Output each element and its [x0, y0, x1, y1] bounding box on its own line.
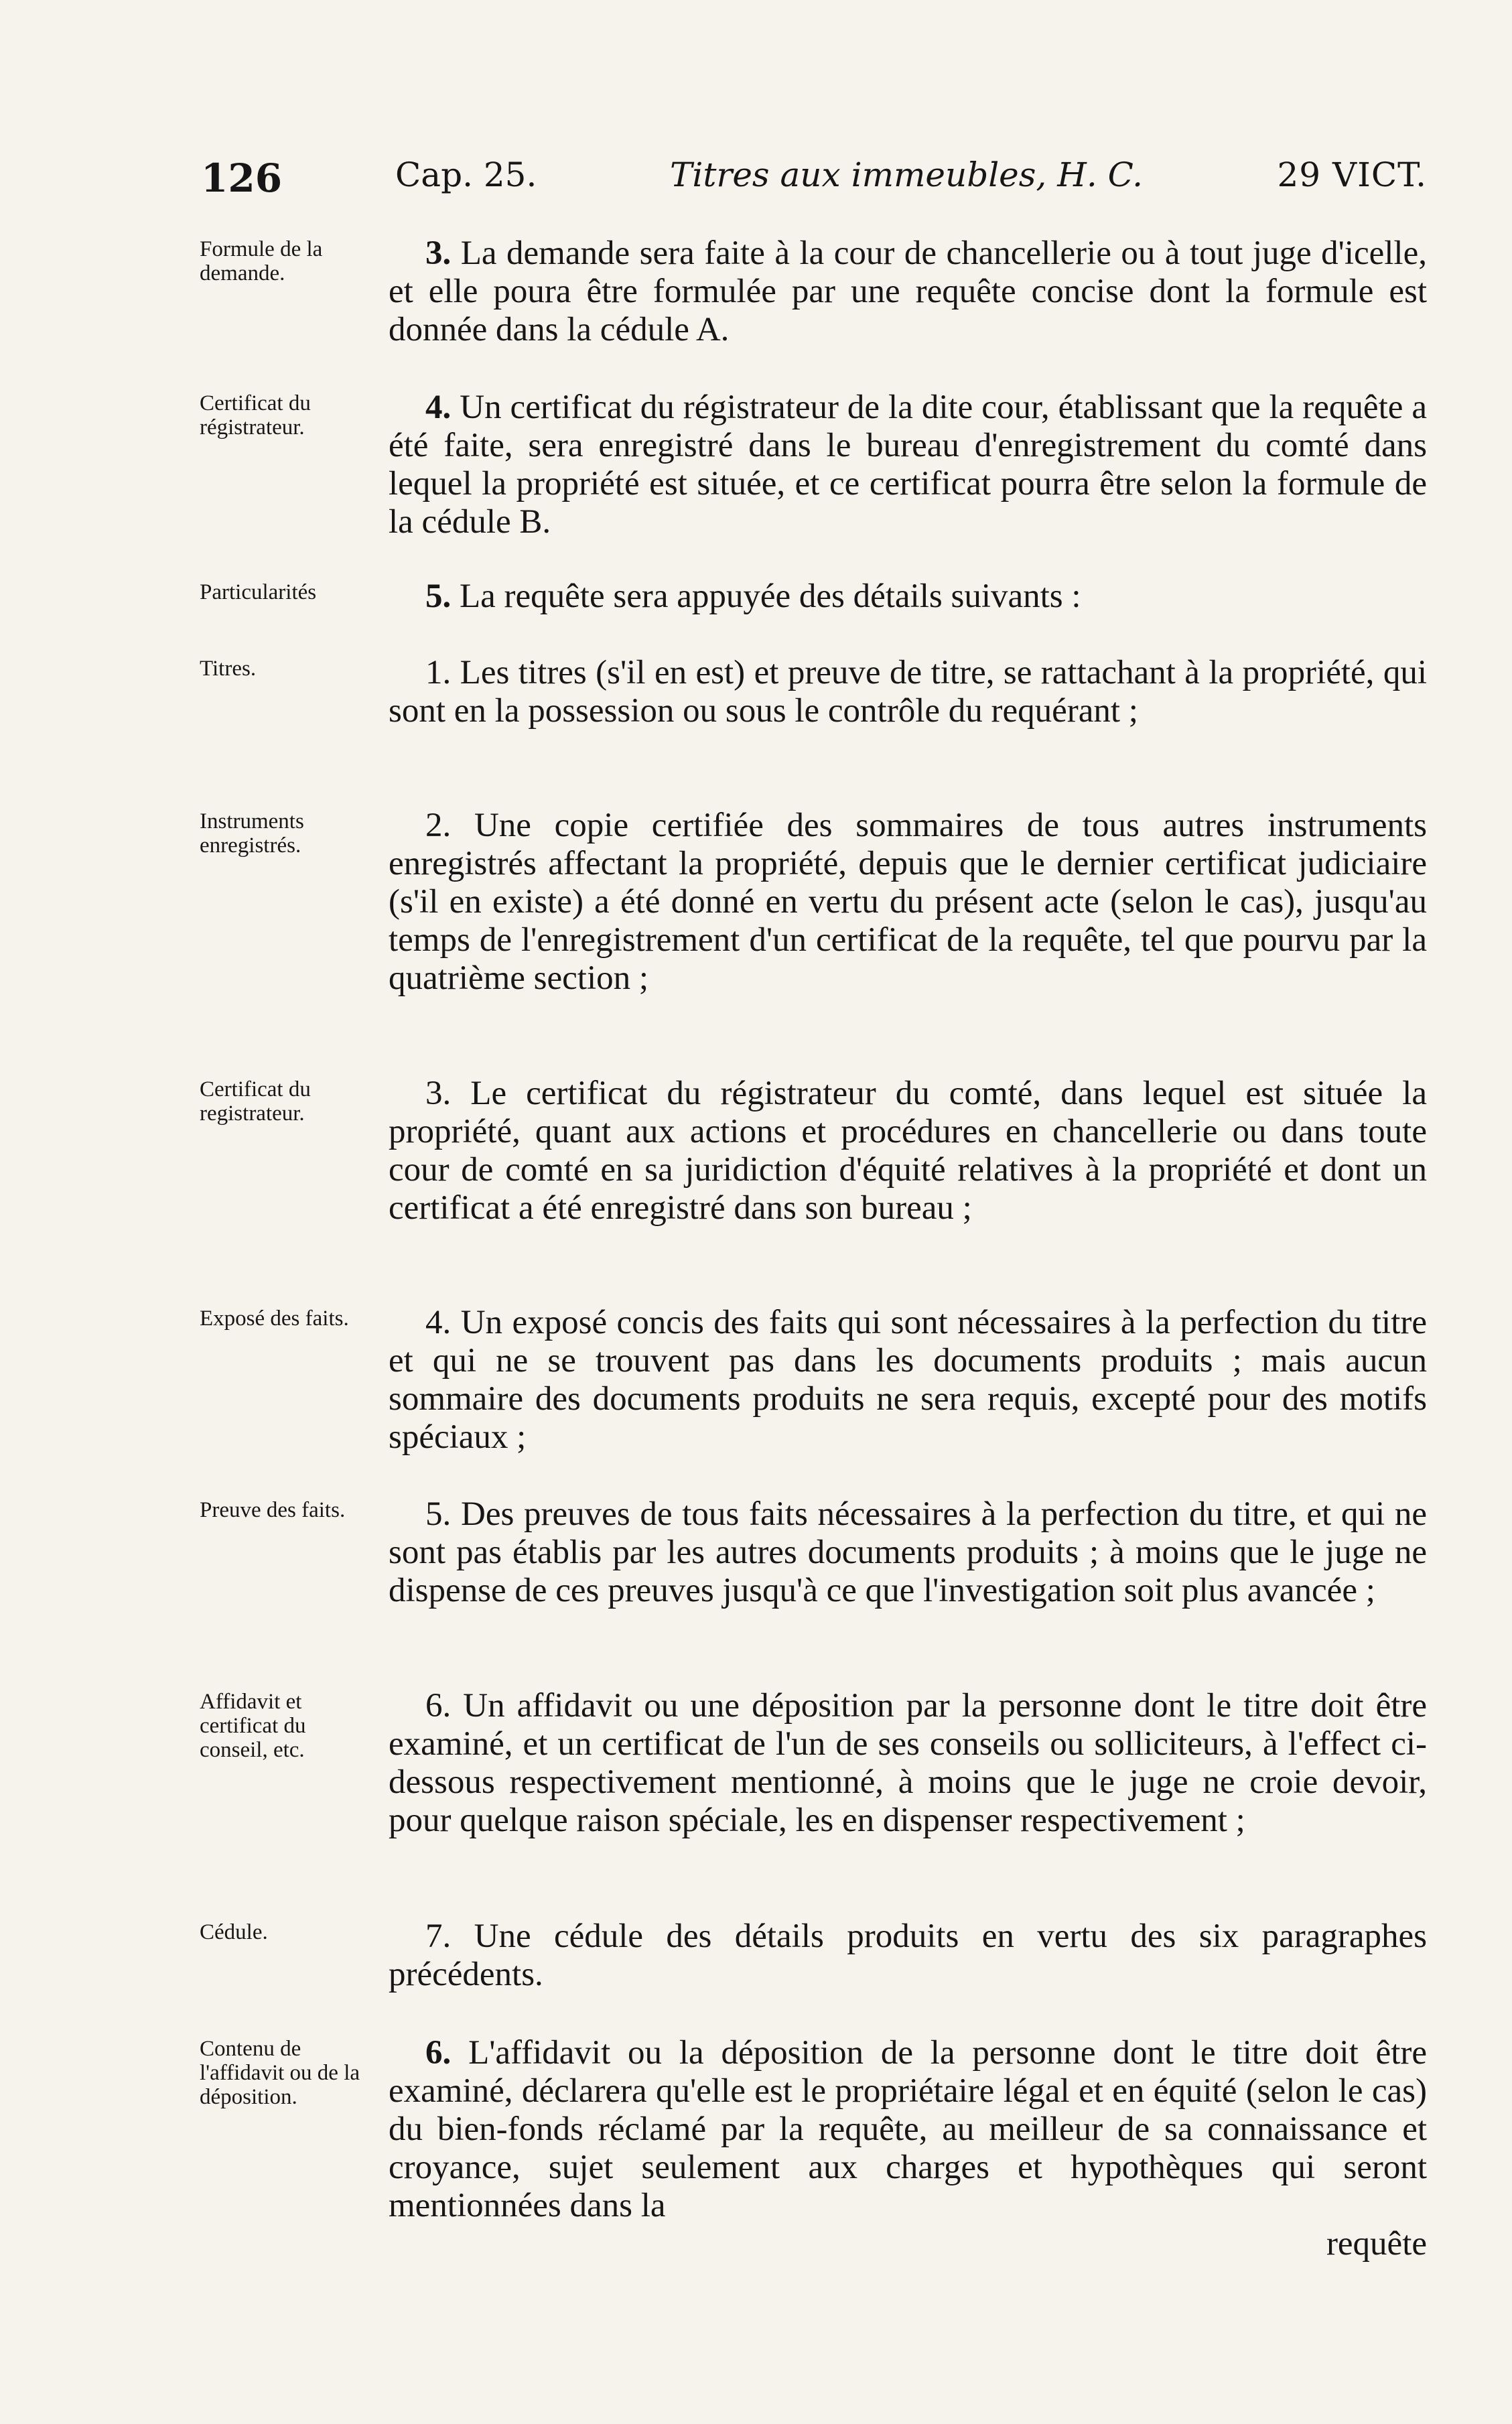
- paragraph-body: Le certificat du régistrateur du comté, dans lequel est située la propriété, quant aux actions et procédures en chancellerie ou dans toute cour de comté en sa juridiction d'équité relatives à la propriété et dont un certificat a été enregistré dans son bureau ;: [389, 1075, 1427, 1227]
- chapter-label: Cap. 25.: [395, 155, 537, 194]
- section-text: [389, 578, 1427, 616]
- section-body: Un certificat du régistrateur de la dite cour, établissant que la requête a été faite, sera enregistré dans le bureau d'enregistrement du comté dans lequel la propriété est située, et ce certificat pourra être selon la formule de la cédule B.: [389, 389, 1427, 541]
- section-text: [389, 234, 1427, 349]
- margin-note: Affidavit et certificat du conseil, etc.: [200, 1690, 306, 1762]
- paragraph-number: 5.: [425, 1495, 452, 1533]
- section-text: [389, 2034, 1427, 2225]
- running-title: Titres aux immeubles, H. C.: [670, 155, 1143, 194]
- margin-note: Certificat du registrateur.: [200, 1077, 311, 1126]
- paragraph-number: 1.: [425, 654, 452, 691]
- paragraph-number: 7.: [425, 1917, 452, 1955]
- paragraph-text: [389, 1687, 1427, 1840]
- catchword: requête: [1326, 2225, 1427, 2263]
- margin-note: Certificat du régistrateur.: [200, 391, 311, 440]
- margin-note: Formule de la demande.: [200, 237, 323, 285]
- paragraph-body: Un exposé concis des faits qui sont nécessaires à la perfection du titre et qui ne se trouvent pas dans les documents produits ; mais aucun sommaire des documents produits ne sera requis, excepté pour des motifs spéciaux ;: [389, 1304, 1427, 1456]
- margin-note: Instruments enregistrés.: [200, 809, 304, 858]
- page-number: 126: [201, 155, 283, 201]
- paragraph-text: [389, 1304, 1427, 1457]
- paragraph-number: 6.: [425, 1687, 452, 1725]
- paragraph-text: [389, 1495, 1427, 1610]
- paragraph-text: [389, 1075, 1427, 1227]
- margin-note: Titres.: [200, 657, 257, 681]
- section-number: 5.: [425, 578, 452, 615]
- paragraph-number: 4.: [425, 1304, 452, 1341]
- section-number: 6.: [425, 2034, 452, 2072]
- section-number: 3.: [425, 234, 452, 272]
- paragraph-number: 3.: [425, 1075, 452, 1112]
- margin-note: Particularités: [200, 580, 317, 604]
- paragraph-text: [389, 807, 1427, 998]
- paragraph-body: Un affidavit ou une déposition par la personne dont le titre doit être examiné, et un certificat de l'un de ses conseils ou solliciteurs, à l'effect ci-dessous respectivement mentionné, à moins que le juge ne croie devoir, pour quelque raison spéciale, les en dispenser respectivement ;: [389, 1687, 1427, 1839]
- margin-note: Contenu de l'affidavit ou de la déposition.: [200, 2037, 360, 2109]
- running-header: [194, 155, 1427, 209]
- section-body: La demande sera faite à la cour de chancellerie ou à tout juge d'icelle, et elle poura être formulée par une requête concise dont la formule est donnée dans la cédule A.: [389, 234, 1427, 348]
- margin-note: Exposé des faits.: [200, 1306, 349, 1331]
- paragraph-body: Des preuves de tous faits nécessaires à la perfection du titre, et qui ne sont pas établis par les autres documents produits ; à moins que le juge ne dispense de ces preuves jusqu'à ce que l'investigation soit plus avancée ;: [389, 1495, 1427, 1609]
- paragraph-body: Une cédule des détails produits en vertu des six paragraphes précédents.: [389, 1917, 1427, 1993]
- paragraph-text: [389, 654, 1427, 730]
- section-text: [389, 389, 1427, 541]
- regnal-year: 29 VICT.: [1277, 155, 1427, 194]
- paragraph-number: 2.: [425, 807, 452, 844]
- section-body: L'affidavit ou la déposition de la personne dont le titre doit être examiné, déclarera qu'elle est le propriétaire légal et en équité (selon le cas) du bien-fonds réclamé par la requête, au meilleur de sa connaissance et croyance, sujet seulement aux charges et hypothèques qui seront mentionnées dans la: [389, 2034, 1427, 2224]
- paragraph-body: Une copie certifiée des sommaires de tous autres instruments enregistrés affectant la propriété, depuis que le dernier certificat judiciaire (s'il en existe) a été donné en vertu du présent acte (selon le cas), jusqu'au temps de l'enregistrement d'un certificat de la requête, tel que pourvu par la quatrième section ;: [389, 807, 1427, 997]
- section-number: 4.: [425, 389, 452, 426]
- paragraph-body: Les titres (s'il en est) et preuve de titre, se rattachant à la propriété, qui sont en la possession ou sous le contrôle du requérant ;: [389, 654, 1427, 730]
- margin-note: Cédule.: [200, 1920, 268, 1944]
- paragraph-text: [389, 1917, 1427, 1994]
- margin-note: Preuve des faits.: [200, 1498, 346, 1522]
- section-body: La requête sera appuyée des détails suivants :: [451, 578, 1081, 615]
